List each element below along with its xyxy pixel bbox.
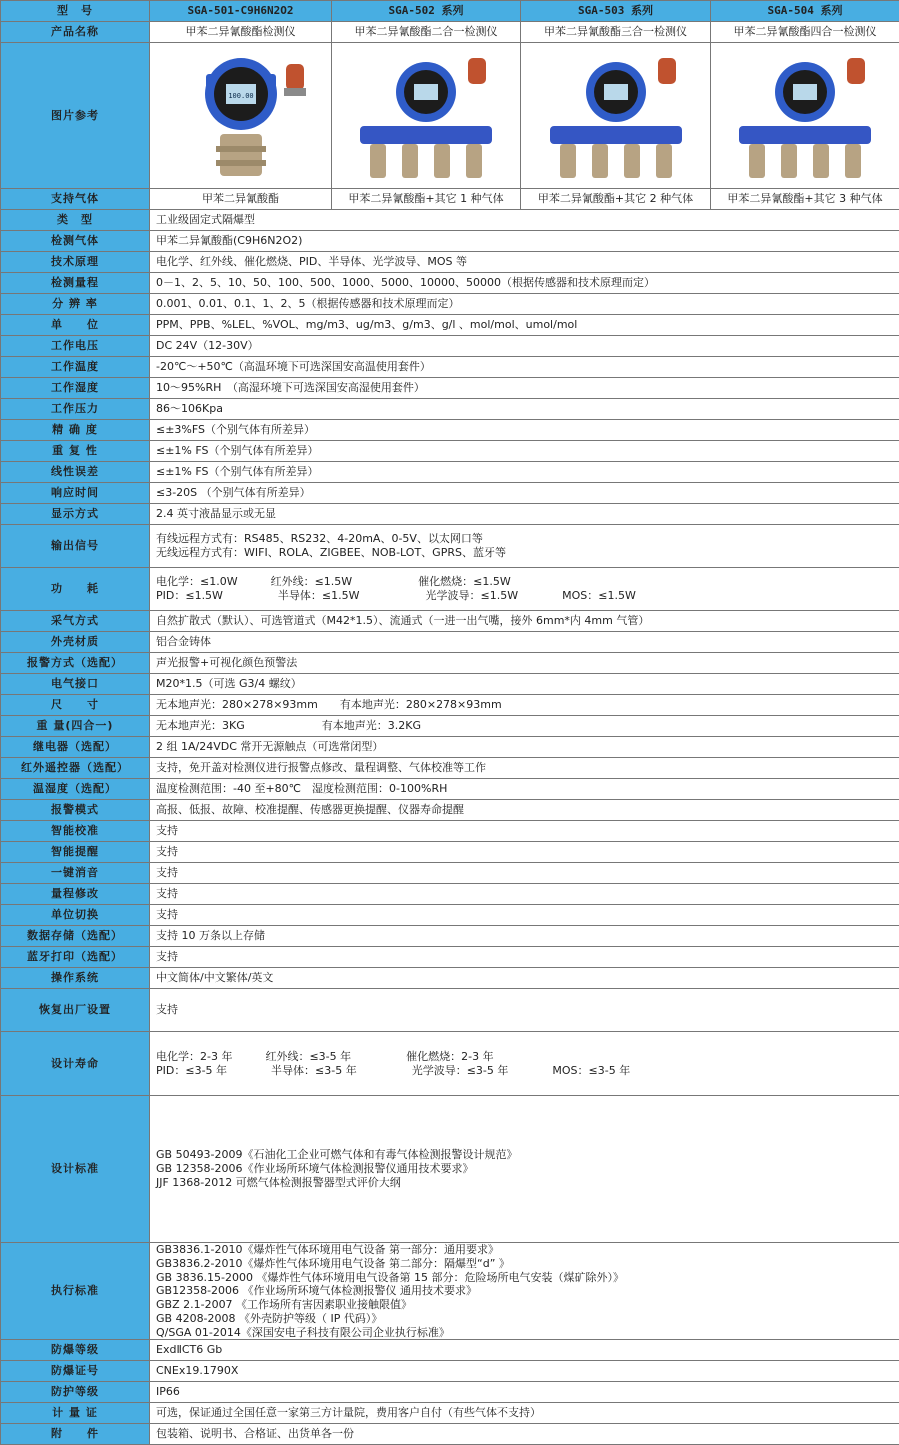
spec-row — [1, 210, 899, 231]
value-line: 2 组 1A/24VDC 常开无源触点（可选常闭型） — [156, 740, 893, 754]
value-line: 包装箱、说明书、合格证、出货单各一份 — [156, 1427, 893, 1441]
row-value — [150, 378, 899, 399]
spec-row — [1, 441, 899, 462]
name-row — [1, 22, 899, 43]
row-value — [150, 716, 899, 737]
supported-gas-2: 甲苯二异氰酸酯+其它 1 种气体 — [332, 189, 521, 210]
value-line: 电化学：≤1.0W 红外线：≤1.5W 催化燃烧：≤1.5W — [156, 575, 893, 589]
spec-row — [1, 1382, 899, 1403]
row-label: 单位切换 — [1, 905, 150, 926]
value-line: PID：≤3-5 年 半导体：≤3-5 年 光学波导：≤3-5 年 MOS：≤3-5 年 — [156, 1064, 893, 1078]
value-line: 有线远程方式有：RS485、RS232、4-20mA、0-5V、以太网口等 — [156, 532, 893, 546]
spec-row — [1, 1361, 899, 1382]
device-image-2in1 — [332, 43, 521, 189]
row-label: 继电器（选配） — [1, 737, 150, 758]
row-label: 显示方式 — [1, 504, 150, 525]
spec-row — [1, 357, 899, 378]
value-line: 无本地声光：3KG 有本地声光：3.2KG — [156, 719, 893, 733]
row-value — [150, 968, 899, 989]
row-label: 设计寿命 — [1, 1032, 150, 1096]
value-line: 支持 — [156, 845, 893, 859]
product-name-2: 甲苯二异氰酸酯二合一检测仪 — [332, 22, 521, 43]
value-line: ≤±3%FS（个别气体有所差异） — [156, 423, 893, 437]
value-line: 86～106Kpa — [156, 402, 893, 416]
row-label: 报警方式（选配） — [1, 653, 150, 674]
row-value — [150, 252, 899, 273]
row-label: 附 件 — [1, 1424, 150, 1445]
picture-row — [1, 43, 899, 189]
row-value — [150, 525, 899, 568]
row-label: 工作压力 — [1, 399, 150, 420]
value-line: 无本地声光：280×278×93mm 有本地声光：280×278×93mm — [156, 698, 893, 712]
row-label: 支持气体 — [1, 189, 150, 210]
value-line: 0.001、0.01、0.1、1、2、5（根据传感器和技术原理而定） — [156, 297, 893, 311]
gas-detector-single-image — [166, 46, 316, 186]
spec-row — [1, 716, 899, 737]
row-value — [150, 315, 899, 336]
value-line: 2.4 英寸液晶显示或无显 — [156, 507, 893, 521]
device-image-4in1 — [711, 43, 899, 189]
value-line: 无线远程方式有：WIFI、ROLA、ZIGBEE、NOB-LOT、GPRS、蓝牙等 — [156, 546, 893, 560]
row-label: 红外遥控器（选配） — [1, 758, 150, 779]
row-label: 重 复 性 — [1, 441, 150, 462]
row-label: 防护等级 — [1, 1382, 150, 1403]
value-line: 中文简体/中文繁体/英文 — [156, 971, 893, 985]
value-line: 工业级固定式隔爆型 — [156, 213, 893, 227]
spec-row — [1, 989, 899, 1032]
row-label: 防爆等级 — [1, 1340, 150, 1361]
row-value — [150, 821, 899, 842]
row-value — [150, 674, 899, 695]
spec-row — [1, 863, 899, 884]
row-value — [150, 1361, 899, 1382]
value-line: GB12358-2006 《作业场所环境气体检测报警仪 通用技术要求》 — [156, 1284, 893, 1298]
device-screen-text: 100.00 — [228, 92, 253, 100]
device-image-3in1 — [521, 43, 711, 189]
spec-row — [1, 1424, 899, 1445]
value-line: ≤3-20S （个别气体有所差异） — [156, 486, 893, 500]
value-line: 0－1、2、5、10、50、100、500、1000、5000、10000、50000（根据传感器和技术原理而定） — [156, 276, 893, 290]
row-label: 一键消音 — [1, 863, 150, 884]
row-value — [150, 1340, 899, 1361]
row-value — [150, 884, 899, 905]
row-label: 图片参考 — [1, 43, 150, 189]
header-row — [1, 1, 899, 22]
spec-row — [1, 611, 899, 632]
row-label: 精 确 度 — [1, 420, 150, 441]
row-value — [150, 611, 899, 632]
value-line: 支持 — [156, 1003, 893, 1017]
value-line: ExdⅡCT6 Gb — [156, 1343, 893, 1357]
row-value — [150, 779, 899, 800]
row-value — [150, 441, 899, 462]
spec-row — [1, 525, 899, 568]
value-line: GB 12358-2006《作业场所环境气体检测报警仪通用技术要求》 — [156, 1162, 893, 1176]
spec-row — [1, 483, 899, 504]
value-line: GB3836.2-2010《爆炸性气体环境用电气设备 第二部分：隔爆型“d” 》 — [156, 1257, 893, 1271]
spec-row — [1, 420, 899, 441]
value-line: M20*1.5（可选 G3/4 螺纹） — [156, 677, 893, 691]
row-value — [150, 462, 899, 483]
row-value — [150, 1403, 899, 1424]
row-label: 外壳材质 — [1, 632, 150, 653]
row-label: 单 位 — [1, 315, 150, 336]
row-label: 工作湿度 — [1, 378, 150, 399]
row-value — [150, 210, 899, 231]
spec-row — [1, 1032, 899, 1096]
row-value — [150, 336, 899, 357]
row-label: 重 量(四合一) — [1, 716, 150, 737]
row-label: 计 量 证 — [1, 1403, 150, 1424]
value-line: 支持 — [156, 866, 893, 880]
spec-row — [1, 504, 899, 525]
row-label: 采气方式 — [1, 611, 150, 632]
value-line: 支持 — [156, 950, 893, 964]
spec-table-body — [1, 1, 899, 1445]
gas-detector-multi-image — [725, 46, 885, 186]
value-line: 支持 — [156, 908, 893, 922]
supported-gas-3: 甲苯二异氰酸酯+其它 2 种气体 — [521, 189, 711, 210]
spec-row — [1, 926, 899, 947]
spec-row — [1, 632, 899, 653]
product-name-3: 甲苯二异氰酸酯三合一检测仪 — [521, 22, 711, 43]
value-line: 支持，免开盖对检测仪进行报警点修改、量程调整、气体校准等工作 — [156, 761, 893, 775]
row-value — [150, 273, 899, 294]
row-value — [150, 632, 899, 653]
supported-gas-1: 甲苯二异氰酸酯 — [150, 189, 332, 210]
spec-row — [1, 252, 899, 273]
row-value — [150, 1382, 899, 1403]
spec-row — [1, 821, 899, 842]
model-header-1: SGA-501-C9H6N2O2 — [150, 1, 332, 22]
value-line: GB 3836.15-2000 《爆炸性气体环境用电气设备第 15 部分：危险场所电气安装（煤矿除外）》 — [156, 1271, 893, 1285]
value-line: 自然扩散式（默认）、可选管道式（M42*1.5）、流通式（一进一出气嘴，接外 6mm*内 4mm 气管） — [156, 614, 893, 628]
row-value — [150, 357, 899, 378]
value-line: ≤±1% FS（个别气体有所差异） — [156, 444, 893, 458]
header-label: 型 号 — [1, 1, 150, 22]
spec-row — [1, 1096, 899, 1243]
value-line: Q/SGA 01-2014《深国安电子科技有限公司企业执行标准》 — [156, 1326, 893, 1340]
row-value — [150, 399, 899, 420]
value-line: JJF 1368-2012 可燃气体检测报警器型式评价大纲 — [156, 1176, 893, 1190]
spec-row — [1, 737, 899, 758]
spec-row — [1, 779, 899, 800]
row-label: 智能提醒 — [1, 842, 150, 863]
row-value — [150, 905, 899, 926]
row-value — [150, 926, 899, 947]
model-header-3: SGA-503 系列 — [521, 1, 711, 22]
spec-row — [1, 947, 899, 968]
model-header-4: SGA-504 系列 — [711, 1, 899, 22]
row-label: 执行标准 — [1, 1243, 150, 1340]
value-line: PID：≤1.5W 半导体：≤1.5W 光学波导：≤1.5W MOS：≤1.5W — [156, 589, 893, 603]
row-label: 操作系统 — [1, 968, 150, 989]
value-line: 支持 10 万条以上存储 — [156, 929, 893, 943]
spec-row — [1, 842, 899, 863]
row-value — [150, 1424, 899, 1445]
value-line: PPM、PPB、%LEL、%VOL、mg/m3、ug/m3、g/m3、g/l 、mol/mol、umol/mol — [156, 318, 893, 332]
row-value — [150, 1096, 899, 1243]
spec-row — [1, 758, 899, 779]
row-value — [150, 737, 899, 758]
row-label: 尺 寸 — [1, 695, 150, 716]
spec-row — [1, 968, 899, 989]
value-line: 铝合金铸体 — [156, 635, 893, 649]
gas-row — [1, 189, 899, 210]
value-line: GB 4208-2008 《外壳防护等级（ IP 代码）》 — [156, 1312, 893, 1326]
value-line: IP66 — [156, 1385, 893, 1399]
row-value — [150, 483, 899, 504]
device-image-single — [150, 43, 332, 189]
gas-detector-multi-image — [536, 46, 696, 186]
row-label: 类 型 — [1, 210, 150, 231]
row-value — [150, 504, 899, 525]
spec-row — [1, 1340, 899, 1361]
row-value — [150, 653, 899, 674]
row-value — [150, 842, 899, 863]
row-label: 响应时间 — [1, 483, 150, 504]
row-label: 温湿度（选配） — [1, 779, 150, 800]
row-label: 检测气体 — [1, 231, 150, 252]
row-label: 设计标准 — [1, 1096, 150, 1243]
spec-row — [1, 568, 899, 611]
value-line: 可选，保证通过全国任意一家第三方计量院，费用客户自付（有些气体不支持） — [156, 1406, 893, 1420]
row-value — [150, 294, 899, 315]
row-value — [150, 1243, 899, 1340]
row-value — [150, 695, 899, 716]
spec-row — [1, 695, 899, 716]
row-value — [150, 420, 899, 441]
spec-row — [1, 653, 899, 674]
spec-row — [1, 273, 899, 294]
row-value — [150, 863, 899, 884]
row-label: 蓝牙打印（选配） — [1, 947, 150, 968]
value-line: 电化学：2-3 年 红外线：≤3-5 年 催化燃烧：2-3 年 — [156, 1050, 893, 1064]
supported-gas-4: 甲苯二异氰酸酯+其它 3 种气体 — [711, 189, 899, 210]
row-value — [150, 231, 899, 252]
row-label: 功 耗 — [1, 568, 150, 611]
row-label: 电气接口 — [1, 674, 150, 695]
row-label: 输出信号 — [1, 525, 150, 568]
value-line: 温度检测范围：-40 至+80℃ 湿度检测范围：0-100%RH — [156, 782, 893, 796]
spec-row — [1, 1243, 899, 1340]
row-value — [150, 568, 899, 611]
value-line: 10～95%RH （高湿环境下可选深国安高湿使用套件） — [156, 381, 893, 395]
row-value — [150, 947, 899, 968]
spec-row — [1, 231, 899, 252]
row-label: 防爆证号 — [1, 1361, 150, 1382]
gas-detector-multi-image — [346, 46, 506, 186]
spec-row — [1, 1403, 899, 1424]
spec-row — [1, 884, 899, 905]
spec-row — [1, 336, 899, 357]
value-line: 电化学、红外线、催化燃烧、PID、半导体、光学波导、MOS 等 — [156, 255, 893, 269]
row-label: 量程修改 — [1, 884, 150, 905]
value-line: 支持 — [156, 887, 893, 901]
product-name-1: 甲苯二异氰酸酯检测仪 — [150, 22, 332, 43]
row-label: 检测量程 — [1, 273, 150, 294]
value-line: GB 50493-2009《石油化工企业可燃气体和有毒气体检测报警设计规范》 — [156, 1148, 893, 1162]
row-value — [150, 758, 899, 779]
row-label: 恢复出厂设置 — [1, 989, 150, 1032]
spec-row — [1, 462, 899, 483]
value-line: DC 24V（12-30V） — [156, 339, 893, 353]
row-label: 数据存储（选配） — [1, 926, 150, 947]
value-line: 支持 — [156, 824, 893, 838]
spec-row — [1, 315, 899, 336]
value-line: ≤±1% FS（个别气体有所差异） — [156, 465, 893, 479]
value-line: 高报、低报、故障、校准提醒、传感器更换提醒、仪器寿命提醒 — [156, 803, 893, 817]
row-label: 工作温度 — [1, 357, 150, 378]
model-header-2: SGA-502 系列 — [332, 1, 521, 22]
row-label: 报警模式 — [1, 800, 150, 821]
value-line: GBZ 2.1-2007 《工作场所有害因素职业接触限值》 — [156, 1298, 893, 1312]
row-value — [150, 800, 899, 821]
spec-row — [1, 674, 899, 695]
spec-row — [1, 905, 899, 926]
value-line: GB3836.1-2010《爆炸性气体环境用电气设备 第一部分：通用要求》 — [156, 1243, 893, 1257]
row-label: 分 辨 率 — [1, 294, 150, 315]
row-label: 工作电压 — [1, 336, 150, 357]
row-value — [150, 989, 899, 1032]
spec-row — [1, 294, 899, 315]
value-line: CNEx19.1790X — [156, 1364, 893, 1378]
row-label: 线性误差 — [1, 462, 150, 483]
spec-row — [1, 800, 899, 821]
value-line: 甲苯二异氰酸酯(C9H6N2O2) — [156, 234, 893, 248]
product-name-4: 甲苯二异氰酸酯四合一检测仪 — [711, 22, 899, 43]
spec-row — [1, 378, 899, 399]
row-label: 产品名称 — [1, 22, 150, 43]
row-value — [150, 1032, 899, 1096]
value-line: -20℃～+50℃（高温环境下可选深国安高温使用套件） — [156, 360, 893, 374]
row-label: 技术原理 — [1, 252, 150, 273]
row-label: 智能校准 — [1, 821, 150, 842]
spec-row — [1, 399, 899, 420]
value-line: 声光报警+可视化颜色预警法 — [156, 656, 893, 670]
